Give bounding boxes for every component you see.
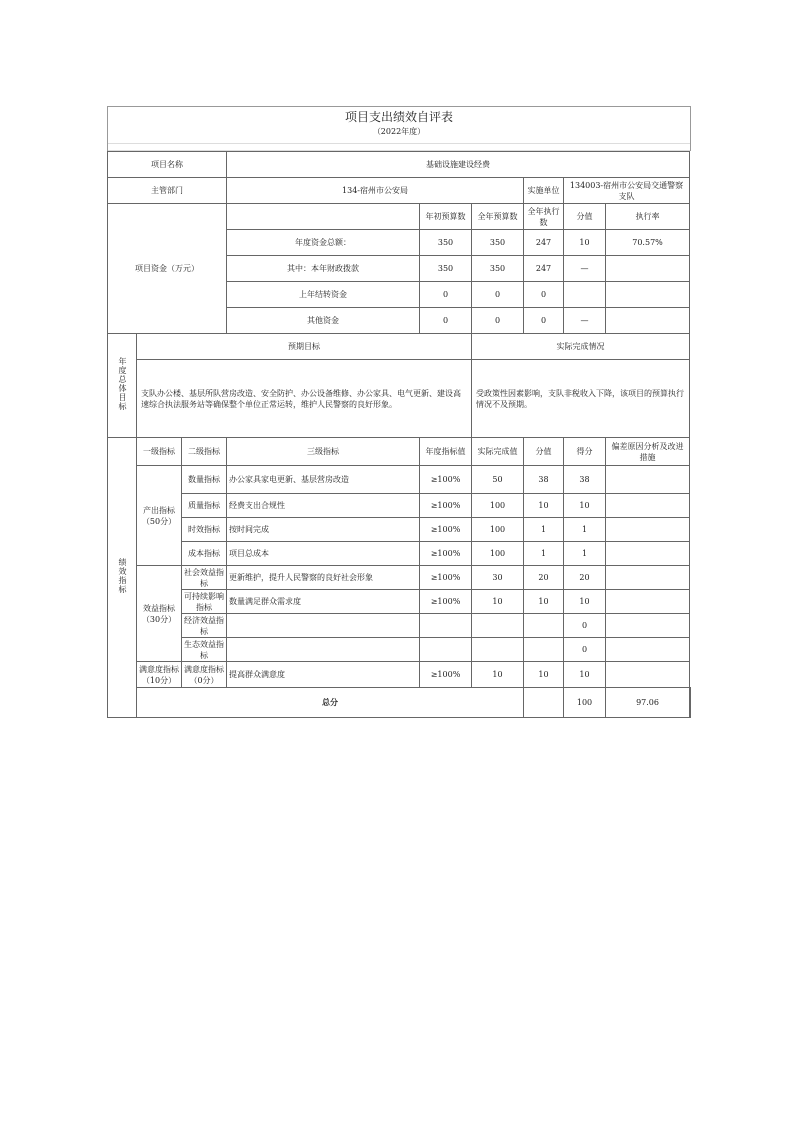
funds-cell: 247 xyxy=(524,256,564,282)
actual: 30 xyxy=(472,566,524,590)
funds-header: 全年预算数 xyxy=(472,204,524,230)
indicator-row xyxy=(108,662,691,688)
indicator-header: 二级指标 xyxy=(182,438,227,466)
funds-cell: 0 xyxy=(524,308,564,334)
unit-value: 134003-宿州市公安局交通警察支队 xyxy=(564,178,690,204)
funds-label: 项目资金（万元） xyxy=(108,204,227,334)
deviation xyxy=(606,566,690,590)
target: ≥100% xyxy=(420,494,472,518)
funds-header: 执行率 xyxy=(606,204,690,230)
spacer-rows xyxy=(107,137,691,151)
level3 xyxy=(227,638,420,662)
funds-row-label: 其他资金 xyxy=(227,308,420,334)
expected-goal-label: 预期目标 xyxy=(137,334,472,360)
weight: 10 xyxy=(524,590,564,614)
target: ≥100% xyxy=(420,518,472,542)
funds-cell xyxy=(606,256,690,282)
level1-satisfaction: 满意度指标（10分） xyxy=(137,662,182,688)
target: ≥100% xyxy=(420,542,472,566)
funds-cell: 0 xyxy=(524,282,564,308)
total-actual xyxy=(524,688,564,718)
level1-output: 产出指标（50分） xyxy=(137,466,182,566)
funds-cell xyxy=(606,308,690,334)
actual: 100 xyxy=(472,494,524,518)
total-deviation xyxy=(690,688,691,718)
indicator-header: 一级指标 xyxy=(137,438,182,466)
indicator-row xyxy=(108,466,691,494)
funds-cell: 0 xyxy=(472,308,524,334)
project-name-row xyxy=(108,152,691,178)
indicator-header: 偏差原因分析及改进措施 xyxy=(606,438,690,466)
total-label: 总分 xyxy=(137,688,524,718)
weight: 1 xyxy=(524,542,564,566)
project-name-label: 项目名称 xyxy=(108,152,227,178)
total-weight: 100 xyxy=(564,688,606,718)
weight: 10 xyxy=(524,662,564,688)
indicator-row xyxy=(108,518,691,542)
deviation xyxy=(606,518,690,542)
total-row xyxy=(108,688,691,718)
level2: 经济效益指标 xyxy=(182,614,227,638)
deviation xyxy=(606,466,690,494)
indicator-header: 实际完成值 xyxy=(472,438,524,466)
deviation xyxy=(606,494,690,518)
funds-cell: — xyxy=(564,256,606,282)
actual-result-text: 受政策性因素影响，支队非税收入下降，该项目的预算执行情况不及预期。 xyxy=(472,360,690,438)
level2: 数量指标 xyxy=(182,466,227,494)
actual: 50 xyxy=(472,466,524,494)
actual xyxy=(472,638,524,662)
score: 1 xyxy=(564,518,606,542)
target xyxy=(420,614,472,638)
funds-cell: 350 xyxy=(420,256,472,282)
actual-result-label: 实际完成情况 xyxy=(472,334,690,360)
form-year: （2022年度） xyxy=(107,127,691,137)
score: 20 xyxy=(564,566,606,590)
evaluation-form xyxy=(107,106,691,718)
indicator-header: 年度指标值 xyxy=(420,438,472,466)
form-title: 项目支出绩效自评表 xyxy=(107,106,691,127)
deviation xyxy=(606,542,690,566)
score: 1 xyxy=(564,542,606,566)
level3: 提高群众满意度 xyxy=(227,662,420,688)
target: ≥100% xyxy=(420,590,472,614)
funds-header: 全年执行数 xyxy=(524,204,564,230)
indicator-row xyxy=(108,638,691,662)
evaluation-table xyxy=(107,151,691,718)
level2: 质量指标 xyxy=(182,494,227,518)
weight: 20 xyxy=(524,566,564,590)
funds-header: 年初预算数 xyxy=(420,204,472,230)
project-name-value: 基础设施建设经费 xyxy=(227,152,690,178)
funds-header-blank xyxy=(227,204,420,230)
level2: 满意度指标（0分） xyxy=(182,662,227,688)
level3: 项目总成本 xyxy=(227,542,420,566)
indicator-header: 分值 xyxy=(524,438,564,466)
expected-goal-text: 支队办公楼、基层所队营房改造、安全防护、办公设备维修、办公家具、电气更新、建设高速综合执法服务站等确保整个单位正常运转，维护人民警察的良好形象。 xyxy=(137,360,472,438)
funds-cell: 350 xyxy=(472,230,524,256)
funds-cell: 0 xyxy=(420,282,472,308)
indicators-side-label: 绩效指标 xyxy=(108,438,137,718)
funds-cell: 10 xyxy=(564,230,606,256)
indicator-row xyxy=(108,494,691,518)
target xyxy=(420,638,472,662)
deviation xyxy=(606,614,690,638)
funds-cell: — xyxy=(564,308,606,334)
dept-value: 134-宿州市公安局 xyxy=(227,178,524,204)
level3: 按时间完成 xyxy=(227,518,420,542)
indicator-row xyxy=(108,566,691,590)
indicator-row xyxy=(108,614,691,638)
actual: 100 xyxy=(472,542,524,566)
funds-cell: 247 xyxy=(524,230,564,256)
score: 0 xyxy=(564,614,606,638)
target: ≥100% xyxy=(420,566,472,590)
actual: 10 xyxy=(472,590,524,614)
actual xyxy=(472,614,524,638)
funds-cell: 70.57% xyxy=(606,230,690,256)
funds-cell: 350 xyxy=(420,230,472,256)
target: ≥100% xyxy=(420,662,472,688)
total-score: 97.06 xyxy=(606,688,690,718)
unit-label: 实施单位 xyxy=(524,178,564,204)
actual: 100 xyxy=(472,518,524,542)
level2: 生态效益指标 xyxy=(182,638,227,662)
funds-cell: 350 xyxy=(472,256,524,282)
score: 10 xyxy=(564,494,606,518)
goals-header-row xyxy=(108,334,691,360)
indicator-header: 三级指标 xyxy=(227,438,420,466)
indicator-row xyxy=(108,542,691,566)
score: 38 xyxy=(564,466,606,494)
deviation xyxy=(606,662,690,688)
dept-label: 主管部门 xyxy=(108,178,227,204)
goals-side-label: 年度总体目标 xyxy=(108,334,137,438)
funds-row-label: 上年结转资金 xyxy=(227,282,420,308)
deviation xyxy=(606,590,690,614)
level2: 可持续影响指标 xyxy=(182,590,227,614)
weight: 38 xyxy=(524,466,564,494)
score: 10 xyxy=(564,590,606,614)
actual: 10 xyxy=(472,662,524,688)
level3: 数量满足群众需求度 xyxy=(227,590,420,614)
level2: 成本指标 xyxy=(182,542,227,566)
score: 10 xyxy=(564,662,606,688)
indicator-header: 得分 xyxy=(564,438,606,466)
funds-row-label: 其中：本年财政拨款 xyxy=(227,256,420,282)
department-row xyxy=(108,178,691,204)
level3: 办公家具家电更新、基层营房改造 xyxy=(227,466,420,494)
level1-benefit: 效益指标（30分） xyxy=(137,566,182,662)
level2: 社会效益指标 xyxy=(182,566,227,590)
target: ≥100% xyxy=(420,466,472,494)
level3 xyxy=(227,614,420,638)
funds-row-label: 年度资金总额： xyxy=(227,230,420,256)
indicator-header-row xyxy=(108,438,691,466)
deviation xyxy=(606,638,690,662)
weight: 10 xyxy=(524,494,564,518)
funds-header: 分值 xyxy=(564,204,606,230)
weight: 1 xyxy=(524,518,564,542)
funds-cell xyxy=(564,282,606,308)
score: 0 xyxy=(564,638,606,662)
funds-cell: 0 xyxy=(420,308,472,334)
weight xyxy=(524,614,564,638)
indicator-row xyxy=(108,590,691,614)
weight xyxy=(524,638,564,662)
level2: 时效指标 xyxy=(182,518,227,542)
funds-header-row xyxy=(108,204,691,230)
goals-text-row xyxy=(108,360,691,438)
funds-cell xyxy=(606,282,690,308)
level3: 更新维护，提升人民警察的良好社会形象 xyxy=(227,566,420,590)
level3: 经费支出合规性 xyxy=(227,494,420,518)
funds-cell: 0 xyxy=(472,282,524,308)
